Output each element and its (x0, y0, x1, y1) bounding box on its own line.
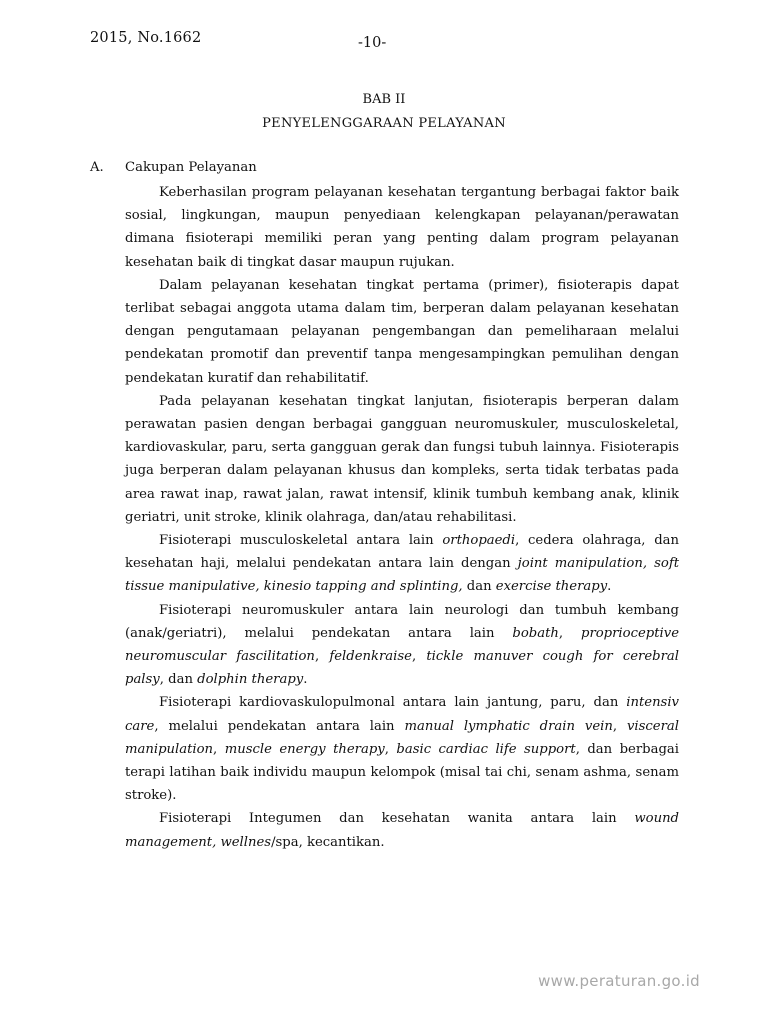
text-run: , melalui pendekatan antara lain (154, 718, 405, 734)
italic-term: basic cardiac life support (396, 741, 576, 757)
paragraph (125, 691, 679, 807)
text-run: /spa, kecantikan. (271, 834, 385, 850)
text-run: Dalam pelayanan kesehatan tingkat pertama (primer), fisioterapis dapat terlibat sebagai anggota utama dalam tim, berperan dalam pelayanan kesehatan dengan pengutamaan pelayanan pengembangan dan pemeliharaan melalui pendekatan promotif dan preventif tanpa mengesampingkan pemulihan dengan pendekatan kuratif dan rehabilitatif. (125, 277, 679, 386)
italic-term: muscle energy therapy (224, 741, 385, 757)
text-run: Fisioterapi Integumen dan kesehatan wanita antara lain (159, 811, 635, 827)
text-run: , (558, 625, 581, 641)
italic-term: joint manipulation, soft tissue manipulative, kinesio tapping and splinting, (125, 556, 680, 595)
chapter-number: BAB II (362, 92, 406, 107)
section-letter: A. (90, 160, 104, 175)
section-title: Cakupan Pelayanan (125, 160, 257, 175)
text-run: , (213, 741, 225, 757)
section-heading (90, 160, 257, 175)
chapter-title: PENYELENGGARAAN PELAYANAN (262, 116, 506, 131)
italic-term: tickle manuver cough for cerebral palsy (125, 649, 679, 688)
italic-term: visceral manipulation (125, 718, 679, 757)
paragraph (125, 181, 679, 274)
paragraph (125, 599, 679, 692)
text-run: . (303, 672, 308, 688)
text-run: dan (462, 579, 496, 595)
document-reference: 2015, No.1662 (90, 30, 202, 46)
italic-term: exercise therapy (495, 579, 608, 595)
text-run: , cedera olahraga, dan kesehatan haji, melalui pendekatan antara lain dengan (125, 533, 680, 572)
text-run: , dan (159, 672, 198, 688)
text-run: , (411, 649, 427, 665)
italic-term: dolphin therapy (197, 672, 304, 688)
text-run: Keberhasilan program pelayanan kesehatan tergantung berbagai faktor baik sosial, lingkungan, maupun penyediaan kelengkapan pelayanan/perawatan dimana fisioterapi memiliki peran yang penting dalam program pelayanan kesehatan baik di tingkat dasar maupun rujukan. (125, 185, 679, 270)
paragraph (125, 274, 679, 390)
paragraph (125, 390, 679, 529)
body-text (125, 181, 679, 854)
text-run: Fisioterapi musculoskeletal antara lain (159, 533, 443, 549)
text-run: , (384, 741, 397, 757)
text-run: , (612, 718, 627, 734)
italic-term: manual lymphatic drain vein (404, 718, 613, 734)
text-run: , (314, 649, 330, 665)
paragraph (125, 529, 679, 599)
italic-term: proprioceptive neuromuscular fascilitation (125, 625, 679, 665)
page-number: -10- (358, 35, 387, 51)
text-run: Fisioterapi neuromuskuler antara lain neurologi dan tumbuh kembang (anak/geriatri), melalui pendekatan antara lain (125, 602, 679, 641)
italic-term: bobath (512, 625, 559, 641)
text-run: . (607, 579, 612, 595)
paragraph (125, 807, 679, 853)
italic-term: feldenkraise (329, 649, 412, 665)
text-run: , dan berbagai terapi latihan baik individu maupun kelompok (misal tai chi, senam ashma, senam stroke). (125, 741, 679, 804)
italic-term: intensiv care (125, 695, 679, 734)
italic-term: wound management, wellnes (125, 811, 679, 850)
watermark: www.peraturan.go.id (538, 972, 700, 990)
italic-term: orthopaedi (442, 533, 516, 549)
text-run: Pada pelayanan kesehatan tingkat lanjutan, fisioterapis berperan dalam perawatan pasien dengan berbagai gangguan neuromuskuler, musculoskeletal, kardiovaskular, paru, serta gangguan gerak dan fungsi tubuh lainnya. Fisioterapis juga berperan dalam pelayanan khusus dan kompleks, serta tidak terbatas pada area rawat inap, rawat jalan, rawat intensif, klinik tumbuh kembang anak, klinik geriatri, unit stroke, klinik olahraga, dan/atau rehabilitasi. (125, 393, 679, 525)
text-run: Fisioterapi kardiovaskulopulmonal antara lain jantung, paru, dan (159, 695, 627, 711)
